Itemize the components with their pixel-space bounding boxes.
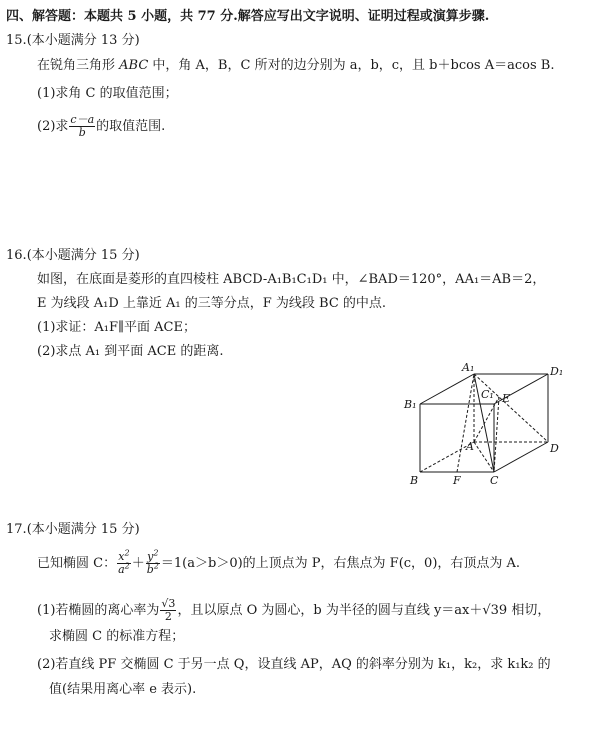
prism-figure <box>400 362 575 492</box>
problem-17-number: 17. <box>6 522 27 537</box>
segment-a1-d-hidden <box>474 374 548 442</box>
problem-17-question-2-line-1: (2)若直线 PF 交椭圆 C 于另一点 Q，设直线 AP，AQ 的斜率分别为 k₁，k₂，求 k₁k₂ 的 <box>37 657 551 672</box>
fraction-sqrt3-over-2: $\frac{√3}{2}$ <box>161 597 176 623</box>
label-a: A <box>466 440 474 453</box>
problem-16-stem-line-2: E 为线段 A₁D 上靠近 A₁ 的三等分点，F 为线段 BC 的中点. <box>37 296 387 311</box>
label-d: D <box>550 442 559 455</box>
fraction-c-minus-a-over-b: $\frac{c-a}{b}$ <box>70 113 95 139</box>
problem-17-score: (本小题满分 15 分) <box>26 522 140 537</box>
problem-15-question-2: (2)求 $\frac{c-a}{b}$ 的取值范围. <box>37 113 166 139</box>
label-f: F <box>453 474 461 487</box>
problem-17-question-1: (1)若椭圆的离心率为 $\frac{√3}{2}$ ，且以原点 O 为圆心，b 为半径的圆与直线 y＝ax＋√39 相切， <box>37 597 551 623</box>
label-e: E <box>502 392 511 405</box>
problem-15-header <box>6 32 140 50</box>
problem-16-stem-line-1: 如图，在底面是菱形的直四棱柱 ABCD-A₁B₁C₁D₁ 中，∠BAD＝120°，AA₁＝AB＝2， <box>37 272 546 287</box>
label-c: C <box>490 474 499 487</box>
label-c1: C₁ <box>481 388 494 401</box>
problem-16-score: (本小题满分 15 分) <box>26 248 140 263</box>
problem-15-stem: 在锐角三角形 ABC 中，角 A，B，C 所对的边分别为 a，b，c，且 b＋bcos A＝acos B. <box>37 58 555 73</box>
label-d1: D₁ <box>550 365 564 378</box>
problem-16-question-2: (2)求点 A₁ 到平面 ACE 的距离. <box>37 344 224 359</box>
problem-17-header <box>6 521 140 539</box>
problem-17-question-2-line-2: 值(结果用离心率 e 表示). <box>49 682 197 697</box>
problem-15-number: 15. <box>6 33 27 48</box>
edge-b1-a1 <box>420 374 474 404</box>
section-header: 四、解答题：本题共 5 小题，共 77 分.解答应写出文字说明、证明过程或演算步骤. <box>6 9 490 24</box>
problem-17-stem: 已知椭圆 C： $\frac{x^2}{a^2}$ ＋ $\frac{y^2}{b^2}$ ＝1(a＞b＞0)的上顶点为 P，右焦点为 F(c，0)，右顶点为 A. <box>37 548 521 576</box>
label-a1: A₁ <box>462 362 475 374</box>
edge-c-d <box>494 442 548 472</box>
problem-15-score: (本小题满分 13 分) <box>26 33 140 48</box>
fraction-x2-over-a2: $\frac{x^2}{a^2}$ <box>118 548 130 576</box>
problem-16-question-1: (1)求证：A₁F∥平面 ACE； <box>37 320 196 335</box>
segment-e-c-hidden <box>494 397 499 472</box>
problem-16-header <box>6 247 140 265</box>
problem-15-question-1: (1)求角 C 的取值范围； <box>37 86 178 101</box>
problem-16-number: 16. <box>6 248 27 263</box>
label-b1: B₁ <box>404 398 417 411</box>
problem-17-question-1-line-2: 求椭圆 C 的标准方程； <box>49 629 185 644</box>
segment-f-a1-hidden <box>457 374 474 472</box>
label-b: B <box>410 474 419 487</box>
fraction-y2-over-b2: $\frac{y^2}{b^2}$ <box>146 548 159 576</box>
